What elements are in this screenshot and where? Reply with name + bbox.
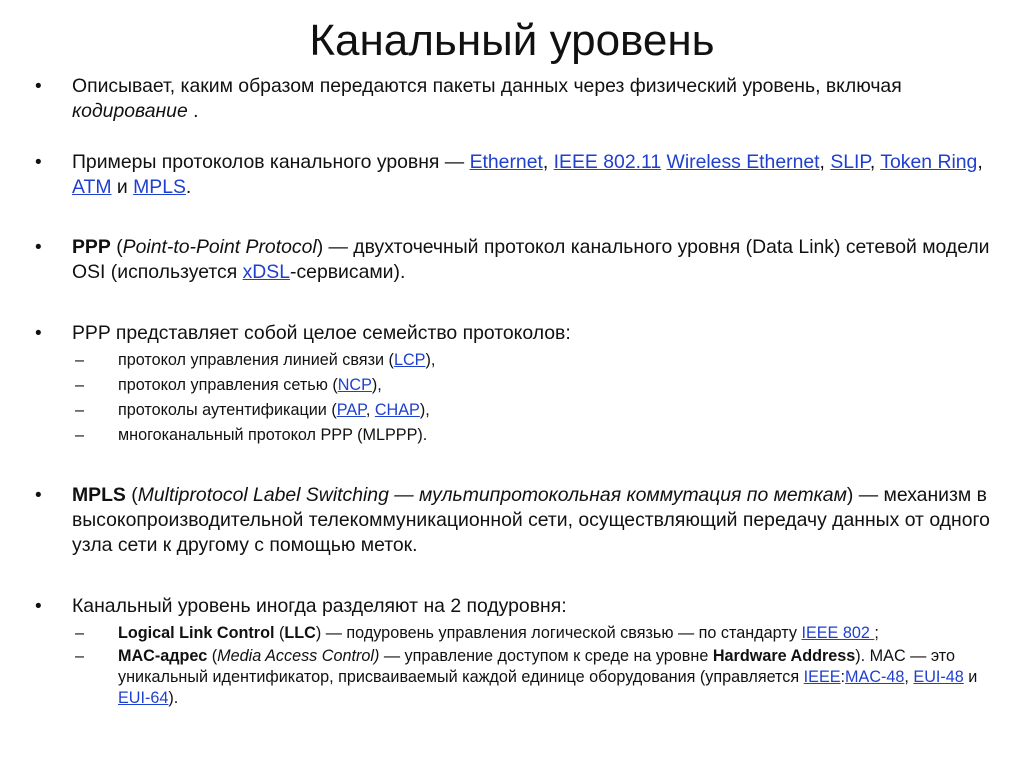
link-eui-48[interactable]: EUI-48 [913,668,964,686]
bullet-text: -сервисами). [290,261,406,283]
sub-text: ), [419,401,430,419]
term-llc: LLC [284,624,316,642]
dash-icon: – [75,351,85,369]
sub-text: протокол управления линией связи ( [118,351,394,369]
link-mpls[interactable]: MPLS [133,176,186,198]
separator: : [840,668,846,686]
sub-text: протоколы аутентификации ( [118,401,337,419]
dash-icon: – [75,376,85,394]
link-ethernet[interactable]: Ethernet [469,151,543,173]
bullet-protocol-examples [35,150,995,200]
sub-text: ), [425,351,436,369]
bullet-list [35,74,995,709]
bullet-ppp-family [35,321,995,448]
link-slip[interactable]: SLIP [830,151,870,173]
sub-text: — управление доступом к среде на уровне [379,647,713,665]
bullet-text: Примеры протоколов канального уровня — [72,151,470,173]
sub-text: многоканальный протокол PPP (MLPPP). [118,426,428,444]
term-mac-address: MAC-адрес [118,647,208,665]
separator: , [819,151,831,173]
bullet-text: ) — механизм в высокопроизводительной телекоммуникационной сети, осуществляющий передачу данных от одного узла сети к другому с помощью меток. [72,484,990,556]
link-ieee[interactable]: IEEE [803,668,841,686]
bullet-dot-icon: • [35,237,42,258]
bullet-text: ) — двухточечный протокол канального уровня (Data Link) сетевой модели OSI (используется [72,236,990,283]
bullet-dot-icon: • [35,596,42,617]
link-token-ring[interactable]: Token Ring [880,151,978,173]
bullet-text: Описывает, каким образом передаются пакеты данных через физический уровень, включая [72,75,902,97]
bullet-text: . [187,100,199,122]
sub-item-llc [72,621,995,646]
bullet-dot-icon: • [35,152,42,173]
slide-title: Канальный уровень [309,16,715,65]
dash-icon: – [75,624,85,642]
sub-text: ( [207,647,218,665]
term-ppp: PPP [72,236,111,258]
separator: . [185,176,192,198]
link-lcp[interactable]: LCP [393,351,426,369]
italic-term: Multiprotocol Label Switching — мультипротокольная коммутация по меткам [137,484,847,506]
bullet-mpls [35,483,995,558]
dash-icon: – [75,647,85,665]
separator: и [963,668,978,686]
link-mac-48[interactable]: MAC-48 [845,668,905,686]
sub-list [72,348,995,448]
link-ieee-802[interactable]: IEEE 802 [801,624,875,642]
sub-text: ) — подуровень управления логической связью — по стандарту [315,624,802,642]
separator: , [542,151,554,173]
link-atm[interactable]: ATM [72,176,112,198]
sub-text: ). MAC — это уникальный идентификатор, присваиваемый каждой единице оборудования (управляется [118,647,955,686]
bullet-text: ( [125,484,138,506]
sub-list [72,621,995,709]
italic-term: кодирование [72,100,188,122]
term-llc-name: Logical Link Control [118,624,275,642]
separator: , [977,151,983,173]
sub-item-mac [72,646,995,709]
sub-text: ). [168,689,179,707]
sub-text: ; [874,624,879,642]
link-wireless-ethernet[interactable]: Wireless Ethernet [666,151,820,173]
bullet-text: Канальный уровень иногда разделяют на 2 подуровня: [72,595,567,617]
term-mpls: MPLS [72,484,126,506]
sub-item-ncp [72,373,995,398]
sub-text: ), [371,376,382,394]
sub-text: ( [274,624,285,642]
link-ncp[interactable]: NCP [337,376,372,394]
link-eui-64[interactable]: EUI-64 [118,689,169,707]
italic-term: Point-to-Point Protocol [122,236,317,258]
sub-item-lcp [72,348,995,373]
link-pap[interactable]: PAP [336,401,366,419]
bullet-dot-icon: • [35,485,42,506]
sub-item-auth [72,398,995,423]
sub-text: протокол управления сетью ( [118,376,338,394]
dash-icon: – [75,426,85,444]
link-ieee-802-11[interactable]: IEEE 802.11 [553,151,662,173]
separator: , [365,401,375,419]
dash-icon: – [75,401,85,419]
separator: , [904,668,914,686]
bullet-dot-icon: • [35,323,42,344]
bullet-description [35,74,995,124]
link-xdsl[interactable]: xDSL [242,261,291,283]
bullet-text: ( [110,236,123,258]
bullet-dot-icon: • [35,76,42,97]
separator: и [111,176,134,198]
bullet-sublayers [35,594,995,709]
italic-term: Media Access Control) [217,647,380,665]
term-hardware-address: Hardware Address [712,647,856,665]
sub-item-mlppp [72,423,995,448]
bullet-text: PPP представляет собой целое семейство протоколов: [72,322,571,344]
bullet-ppp [35,235,995,285]
link-chap[interactable]: CHAP [374,401,420,419]
separator: , [869,151,881,173]
